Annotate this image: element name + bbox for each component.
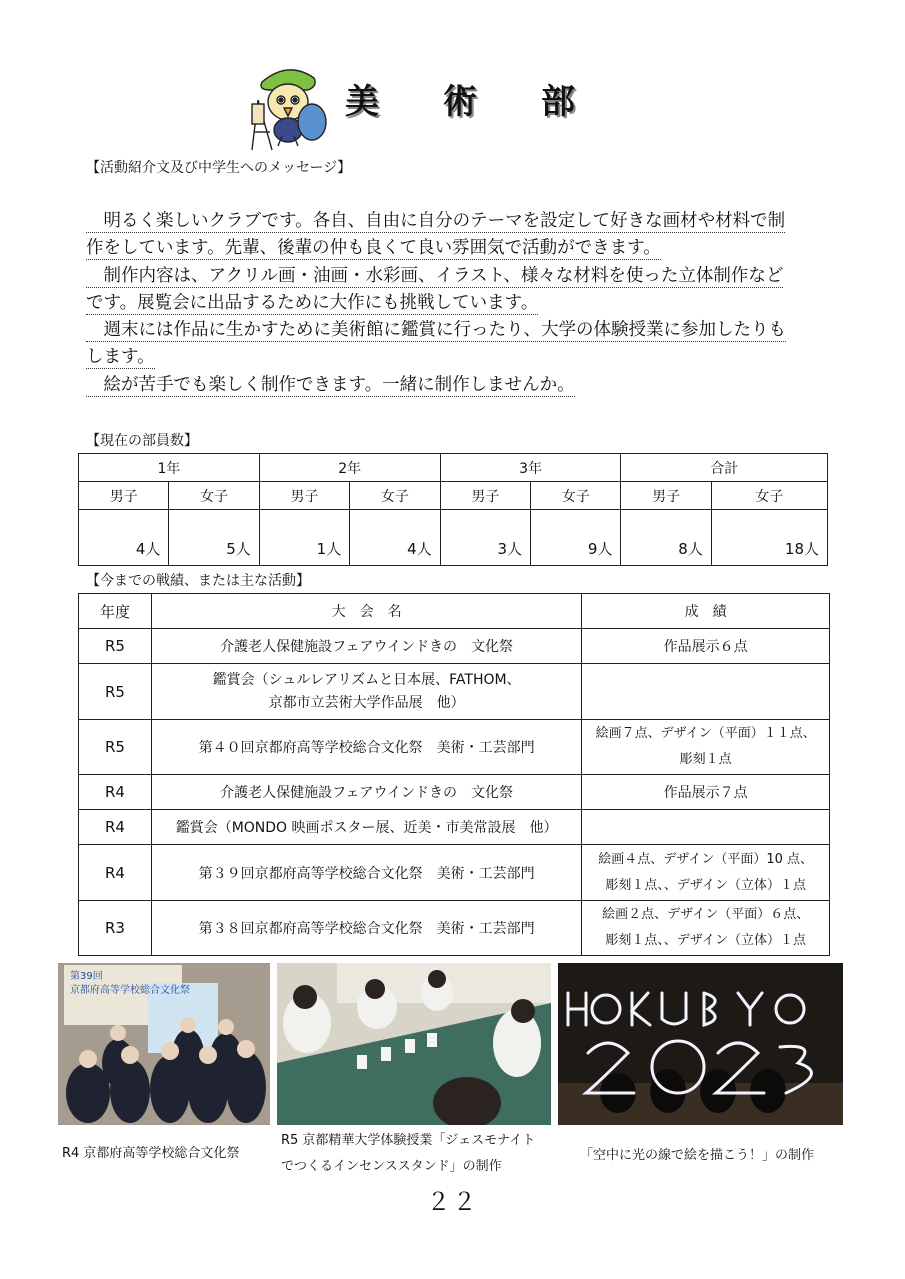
records-label: 【今までの戦績、または主な活動】 xyxy=(86,573,310,589)
record-name: 介護老人保健施設フェアウインドきの 文化祭 xyxy=(151,629,581,664)
photo-culture-festival-image xyxy=(58,963,270,1125)
record-name: 介護老人保健施設フェアウインドきの 文化祭 xyxy=(151,775,581,810)
table-row xyxy=(79,629,830,664)
grade-header: 2年 xyxy=(259,454,440,482)
photo-culture-festival xyxy=(58,963,270,1125)
photo-caption xyxy=(580,1143,814,1169)
table-row xyxy=(79,775,830,810)
records-table xyxy=(78,593,830,956)
record-name-line: 鑑賞会（シュルレアリズムと日本展、FATHOM、 xyxy=(212,671,521,688)
light-text: HOKUBYO 2023 xyxy=(568,1119,576,1120)
message-line: です。展覧会に出品するために大作にも挑戦しています。 xyxy=(86,292,539,313)
record-year: R4 xyxy=(79,810,152,845)
record-name: 鑑賞会（MONDO 映画ポスター展、近美・市美常設展 他） xyxy=(151,810,581,845)
gender-header: 男子 xyxy=(79,482,169,510)
record-name-line: 京都市立芸術大学作品展 他） xyxy=(268,694,465,711)
record-result-line: 絵画２点、デザイン（平面）６点、 xyxy=(602,907,810,922)
record-result-line: 絵画４点、デザイン（平面）10 点、 xyxy=(598,851,814,867)
photo-university-class-image xyxy=(277,963,551,1125)
member-count: 4人 xyxy=(350,510,440,566)
records-header: 成 績 xyxy=(582,594,830,629)
photo-university-class xyxy=(277,963,551,1125)
photo-light-painting-image xyxy=(558,963,843,1125)
record-year: R4 xyxy=(79,775,152,810)
record-result xyxy=(582,901,830,956)
page-title xyxy=(345,74,575,122)
table-row xyxy=(79,664,830,720)
records-header: 大 会 名 xyxy=(151,594,581,629)
table-row xyxy=(79,845,830,901)
record-result: 作品展示６点 xyxy=(582,629,830,664)
sign-text: 京都府高等学校総合文化祭 xyxy=(70,985,190,996)
table-row xyxy=(79,810,830,845)
record-year: R5 xyxy=(79,664,152,720)
table-row xyxy=(79,720,830,775)
caption-line: 「空中に光の線で絵を描こう！」の制作 xyxy=(580,1148,815,1163)
caption-line: R4 京都府高等学校総合文化祭 xyxy=(62,1146,240,1161)
record-name xyxy=(151,664,581,720)
record-year: R4 xyxy=(79,845,152,901)
record-name: 第４０回京都府高等学校総合文化祭 美術・工芸部門 xyxy=(151,720,581,775)
gender-header: 男子 xyxy=(440,482,530,510)
title-char: 術 xyxy=(443,81,477,122)
member-count: 4人 xyxy=(79,510,169,566)
title-char: 部 xyxy=(541,81,575,122)
record-result-line: 彫刻１点、、デザイン（立体）１点 xyxy=(605,933,806,948)
member-count: 3人 xyxy=(440,510,530,566)
record-name: 第３９回京都府高等学校総合文化祭 美術・工芸部門 xyxy=(151,845,581,901)
members-table xyxy=(78,453,828,566)
record-name: 第３８回京都府高等学校総合文化祭 美術・工芸部門 xyxy=(151,901,581,956)
caption-line: R5 京都精華大学体験授業「ジェスモナイト xyxy=(281,1133,536,1148)
records-header: 年度 xyxy=(79,594,152,629)
club-message xyxy=(86,208,826,399)
record-result xyxy=(582,810,830,845)
member-count: 18人 xyxy=(711,510,827,566)
record-result xyxy=(582,720,830,775)
gender-header: 男子 xyxy=(621,482,711,510)
record-year: R5 xyxy=(79,629,152,664)
intro-label: 【活動紹介文及び中学生へのメッセージ】 xyxy=(86,160,352,176)
gender-header: 男子 xyxy=(259,482,349,510)
message-line: 絵が苦手でも楽しく制作できます。一緒に制作しませんか。 xyxy=(86,374,575,395)
mascot-illustration xyxy=(248,60,330,152)
record-result xyxy=(582,664,830,720)
table-row xyxy=(79,901,830,956)
gender-header: 女子 xyxy=(350,482,440,510)
members-label: 【現在の部員数】 xyxy=(86,433,198,449)
photo-light-painting xyxy=(558,963,843,1125)
record-year: R3 xyxy=(79,901,152,956)
gender-header: 女子 xyxy=(711,482,827,510)
member-count: 1人 xyxy=(259,510,349,566)
gender-header: 女子 xyxy=(169,482,259,510)
member-count: 8人 xyxy=(621,510,711,566)
record-year: R5 xyxy=(79,720,152,775)
record-result-line: 絵画７点、デザイン（平面）１１点、 xyxy=(595,726,816,741)
message-line: 週末には作品に生かすために美術館に鑑賞に行ったり、大学の体験授業に参加したりも xyxy=(86,320,786,341)
grade-header: 合計 xyxy=(621,454,828,482)
title-char: 美 xyxy=(345,81,379,122)
record-result: 作品展示７点 xyxy=(582,775,830,810)
sign-text: 第39回 xyxy=(70,971,103,982)
record-result-line: 彫刻１点 xyxy=(679,752,732,767)
page-number: ２２ xyxy=(426,1188,479,1216)
photo-caption xyxy=(281,1128,535,1180)
message-line: 作をしています。先輩、後輩の仲も良くて良い雰囲気で活動ができます。 xyxy=(86,238,661,259)
caption-line: でつくるインセンススタンド」の制作 xyxy=(281,1159,502,1174)
photo-caption xyxy=(62,1141,239,1167)
record-result xyxy=(582,845,830,901)
record-result-line: 彫刻１点、、デザイン（立体）１点 xyxy=(605,877,806,893)
gender-header: 女子 xyxy=(531,482,621,510)
member-count: 9人 xyxy=(531,510,621,566)
message-line: します。 xyxy=(86,347,155,368)
message-line: 制作内容は、アクリル画・油画・水彩画、イラスト、様々な材料を使った立体制作など xyxy=(86,265,784,286)
member-count: 5人 xyxy=(169,510,259,566)
grade-header: 3年 xyxy=(440,454,621,482)
message-line: 明るく楽しいクラブです。各自、自由に自分のテーマを設定して好きな画材や材料で制 xyxy=(86,211,786,231)
grade-header: 1年 xyxy=(79,454,260,482)
